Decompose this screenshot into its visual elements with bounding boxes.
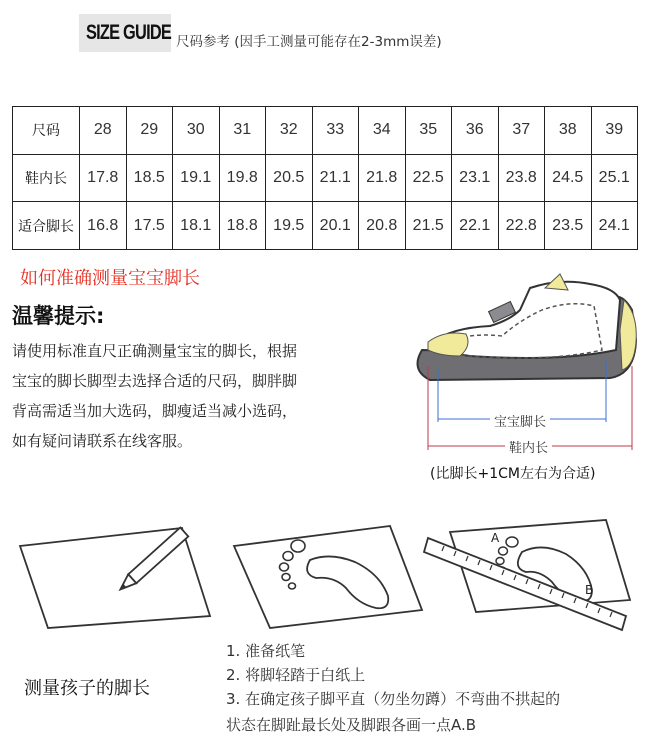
measure-title: 测量孩子的脚长 — [24, 678, 150, 699]
table-cell: 24.1 — [591, 202, 638, 250]
table-cell: 36 — [452, 107, 499, 155]
table-cell: 34 — [359, 107, 406, 155]
table-cell: 37 — [498, 107, 545, 155]
tips-line: 宝宝的脚长脚型去选择合适的尺码，脚胖脚 — [12, 372, 298, 390]
table-cell: 18.5 — [126, 154, 173, 202]
table-cell: 29 — [126, 107, 173, 155]
table-cell: 20.5 — [266, 154, 313, 202]
inner-length-label: 鞋内长 — [505, 437, 552, 456]
size-guide-subtitle: 尺码参考 (因手工测量可能存在2-3mm误差) — [176, 34, 442, 50]
table-cell: 19.1 — [173, 154, 220, 202]
table-cell: 18.8 — [219, 202, 266, 250]
measure-step: 2. 将脚轻踏于白纸上 — [226, 666, 366, 684]
table-cell: 25.1 — [591, 154, 638, 202]
tips-line: 请使用标准直尺正确测量宝宝的脚长，根据 — [12, 342, 298, 360]
table-cell: 32 — [266, 107, 313, 155]
table-row-foot-length — [13, 202, 638, 250]
foot-length-label: 宝宝脚长 — [490, 411, 550, 430]
measure-step: 状态在脚趾最长处及脚跟各画一点A.B — [226, 716, 477, 734]
table-row-inner-length — [13, 154, 638, 202]
tips-line: 背高需适当加大选码，脚瘦适当减小选码， — [12, 402, 298, 420]
table-cell: 33 — [312, 107, 359, 155]
table-cell: 16.8 — [80, 202, 127, 250]
tips-line: 如有疑问请联系在线客服。 — [12, 432, 193, 450]
table-row-size — [13, 107, 638, 155]
table-cell: 19.8 — [219, 154, 266, 202]
table-cell: 38 — [545, 107, 592, 155]
row-header: 适合脚长 — [13, 202, 80, 250]
table-cell: 30 — [173, 107, 220, 155]
table-cell: 21.1 — [312, 154, 359, 202]
table-cell: 22.1 — [452, 202, 499, 250]
fit-note: (比脚长+1CM左右为合适) — [430, 466, 596, 482]
table-cell: 22.8 — [498, 202, 545, 250]
table-cell: 19.5 — [266, 202, 313, 250]
table-cell: 21.5 — [405, 202, 452, 250]
table-cell: 23.5 — [545, 202, 592, 250]
size-guide-title: SIZE GUIDE — [86, 21, 172, 44]
table-cell: 22.5 — [405, 154, 452, 202]
measure-step: 3. 在确定孩子脚平直（勿坐勿蹲）不弯曲不拱起的 — [226, 690, 561, 708]
point-a-label: A — [491, 531, 500, 545]
table-cell: 18.1 — [173, 202, 220, 250]
table-cell: 24.5 — [545, 154, 592, 202]
size-table — [12, 106, 638, 250]
paper-and-pencil-illustration — [14, 512, 214, 632]
table-cell: 28 — [80, 107, 127, 155]
footprint-on-paper-illustration — [230, 512, 430, 632]
table-cell: 23.8 — [498, 154, 545, 202]
table-cell: 23.1 — [452, 154, 499, 202]
table-cell: 20.8 — [359, 202, 406, 250]
table-cell: 21.8 — [359, 154, 406, 202]
tips-title: 温馨提示: — [12, 304, 105, 328]
table-cell: 20.1 — [312, 202, 359, 250]
table-cell: 31 — [219, 107, 266, 155]
table-cell: 35 — [405, 107, 452, 155]
measure-step: 1. 准备纸笔 — [226, 642, 306, 660]
ruler-measuring-footprint-illustration — [420, 512, 646, 636]
point-b-label: B — [585, 583, 594, 597]
how-to-measure-title: 如何准确测量宝宝脚长 — [20, 268, 200, 289]
table-cell: 17.8 — [80, 154, 127, 202]
table-cell: 39 — [591, 107, 638, 155]
shoe-cross-section-illustration — [410, 270, 650, 490]
row-header: 鞋内长 — [13, 154, 80, 202]
table-cell: 17.5 — [126, 202, 173, 250]
row-header: 尺码 — [13, 107, 80, 155]
